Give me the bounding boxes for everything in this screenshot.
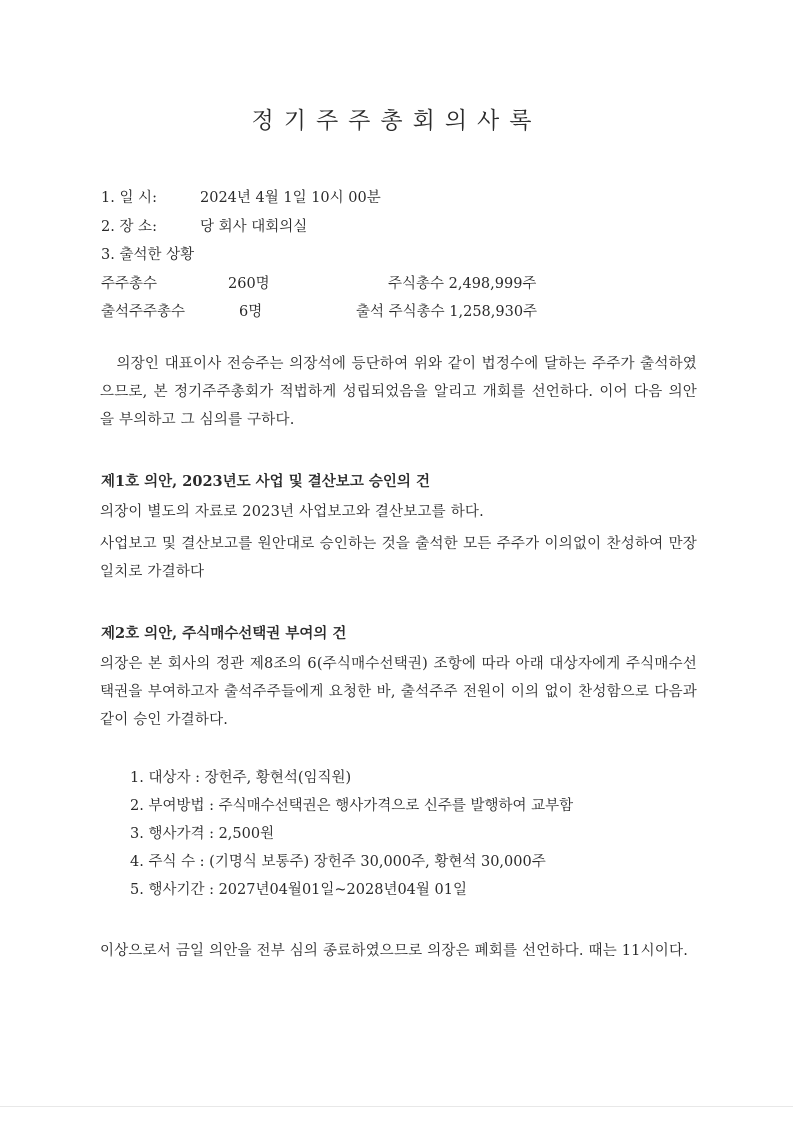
- place-label: 2. 장 소:: [101, 219, 157, 235]
- date-label: 1. 일 시:: [101, 190, 157, 206]
- total-holders-value: 260명: [228, 276, 270, 292]
- agenda2-item: 2. 부여방법 : 주식매수선택권은 행사가격으로 신주를 발행하여 교부함: [130, 798, 574, 814]
- present-holders-value: 6명: [239, 304, 263, 320]
- place-value: 당 회사 대회의실: [200, 219, 308, 235]
- agenda1-line1: 의장이 별도의 자료로 2023년 사업보고와 결산보고를 하다.: [100, 504, 484, 520]
- present-holders-label: 출석주주총수: [101, 304, 186, 320]
- present-shares: 출석 주식총수 1,258,930주: [356, 304, 538, 320]
- total-holders-label: 주주총수: [101, 276, 158, 292]
- document-title: 정기주주총회의사록: [251, 108, 542, 134]
- attendance-heading: 3. 출석한 상황: [101, 247, 195, 263]
- agenda2-item: 4. 주식 수 : (기명식 보통주) 장헌주 30,000주, 황현석 30,000주: [130, 854, 546, 870]
- agenda2-heading: 제2호 의안, 주식매수선택권 부여의 건: [101, 625, 347, 642]
- agenda1-heading: 제1호 의안, 2023년도 사업 및 결산보고 승인의 건: [101, 473, 430, 490]
- agenda2-item: 1. 대상자 : 장헌주, 황현석(임직원): [130, 770, 352, 786]
- agenda2-item: 5. 행사기간 : 2027년04월01일~2028년04월 01일: [130, 882, 467, 898]
- closing-paragraph: 이상으로서 금일 의안을 전부 심의 종료하였으므로 의장은 폐회를 선언하다. 때는 11시이다.: [100, 943, 689, 959]
- agenda2-body: 의장은 본 회사의 정관 제8조의 6(주식매수선택권) 조항에 따라 아래 대상자에게 주식매수선택권을 부여하고자 출석주주들에게 요청한 바, 출석주주 전원이 이의 없이 찬성함으로 다음과 같이 승인 가결하다.: [100, 656, 697, 728]
- opening-paragraph: 의장인 대표이사 전승주는 의장석에 등단하여 위와 같이 법정수에 달하는 주주가 출석하였으므로, 본 정기주주총회가 적법하게 성립되었음을 알리고 개회를 선언하다. 이어 다음 의안을 부의하고 그 심의를 구하다.: [100, 356, 697, 428]
- date-value: 2024년 4월 1일 10시 00분: [200, 190, 381, 206]
- page-edge-divider: [0, 1106, 793, 1107]
- agenda1-line2: 사업보고 및 결산보고를 원안대로 승인하는 것을 출석한 모든 주주가 이의없이 찬성하여 만장일치로 가결하다: [100, 536, 697, 580]
- agenda2-item: 3. 행사가격 : 2,500원: [130, 826, 275, 842]
- total-shares: 주식총수 2,498,999주: [388, 276, 537, 292]
